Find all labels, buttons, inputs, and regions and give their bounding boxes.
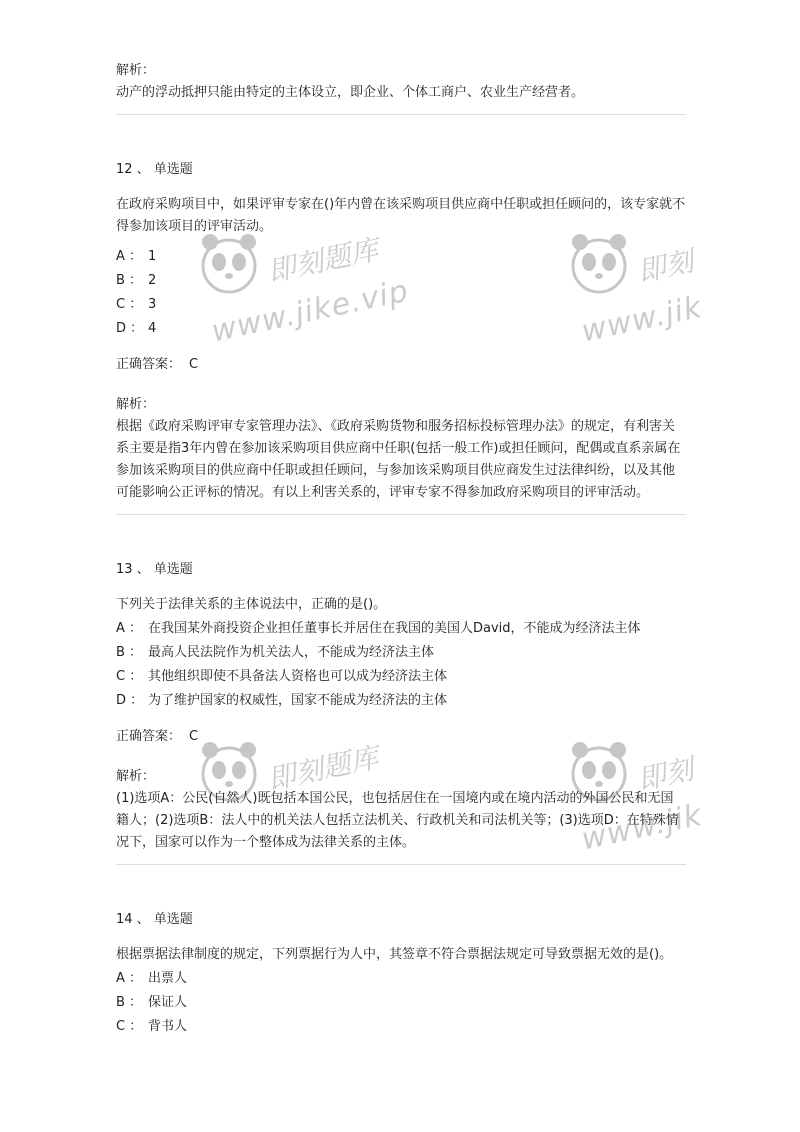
analysis-text: 根据《政府采购评审专家管理办法》、《政府采购货物和服务招标投标管理办法》的规定，有利害关系主要是指3年内曾在参加该采购项目供应商中任职(包括一般工作)或担任顾问，配偶或直系亲属在参加该采购项目的供应商中任职或担任顾问，与参加该采购项目供应商发生过法律纠纷，以及其他可能影响公正评标的情况。有以上利害关系的，评审专家不得参加政府采购项目的评审活动。 xyxy=(116,419,681,500)
question-12 xyxy=(116,159,686,504)
analysis-label: 解析： xyxy=(116,769,156,784)
option-text: 保证人 xyxy=(148,995,188,1010)
watermark-url: www.jik xyxy=(578,797,706,858)
watermark-url: www.jike.vip xyxy=(208,273,412,350)
option-text: 出票人 xyxy=(148,971,188,986)
question-13 xyxy=(116,559,686,854)
option-text: 1 xyxy=(148,249,157,264)
option-key: A ： xyxy=(116,249,143,264)
question-stem: 下列关于法律关系的主体说法中，正确的是()。 xyxy=(116,597,387,612)
option-key: C ： xyxy=(116,1019,143,1034)
watermark-url: www.jik xyxy=(578,289,706,350)
watermark-brand: 即刻题库 xyxy=(264,740,382,797)
option-key: A ： xyxy=(116,971,143,986)
question-number: 14 、 单选题 xyxy=(116,912,193,927)
option-c xyxy=(116,666,686,688)
option-b xyxy=(116,270,686,292)
watermark-brand: 即刻 xyxy=(634,752,697,797)
option-text: 4 xyxy=(148,321,157,336)
option-key: B ： xyxy=(116,273,143,288)
option-a xyxy=(116,968,686,990)
option-text: 背书人 xyxy=(148,1019,188,1034)
option-text: 为了维护国家的权威性，国家不能成为经济法的主体 xyxy=(148,693,448,708)
option-key: D ： xyxy=(116,321,144,336)
correct-answer xyxy=(116,354,686,376)
watermark-brand: 即刻 xyxy=(634,244,697,289)
option-text: 在我国某外商投资企业担任董事长并居住在我国的美国人David，不能成为经济法主体 xyxy=(148,621,641,636)
option-text: 3 xyxy=(148,297,157,312)
divider xyxy=(116,114,686,115)
question-number: 13 、 单选题 xyxy=(116,562,193,577)
option-text: 其他组织即使不具备法人资格也可以成为经济法主体 xyxy=(148,669,448,684)
question-stem: 在政府采购项目中，如果评审专家在()年内曾在该采购项目供应商中任职或担任顾问的，该专家就不得参加该项目的评审活动。 xyxy=(116,197,686,234)
option-c xyxy=(116,294,686,316)
option-key: A ： xyxy=(116,621,143,636)
option-b xyxy=(116,992,686,1014)
option-text: 最高人民法院作为机关法人，不能成为经济法主体 xyxy=(148,645,435,660)
answer-label: 正确答案： xyxy=(116,357,182,372)
option-b xyxy=(116,642,686,664)
option-text: 2 xyxy=(148,273,157,288)
question-stem: 根据票据法律制度的规定，下列票据行为人中，其签章不符合票据法规定可导致票据无效的是()。 xyxy=(116,947,673,962)
answer-value: C xyxy=(189,729,199,744)
option-key: C ： xyxy=(116,669,143,684)
question-14 xyxy=(116,909,686,1038)
divider xyxy=(116,864,686,865)
question-number: 12 、 单选题 xyxy=(116,162,193,177)
option-d xyxy=(116,690,686,712)
answer-value: C xyxy=(189,357,199,372)
answer-label: 正确答案： xyxy=(116,729,182,744)
option-d xyxy=(116,318,686,340)
option-key: C ： xyxy=(116,297,143,312)
option-key: B ： xyxy=(116,645,143,660)
analysis-label: 解析： xyxy=(116,63,156,78)
analysis-text: 动产的浮动抵押只能由特定的主体设立，即企业、个体工商户、农业生产经营者。 xyxy=(116,85,585,100)
option-a xyxy=(116,246,686,268)
document-page xyxy=(116,60,686,1040)
option-key: D ： xyxy=(116,693,144,708)
analysis-text: (1)选项A：公民(自然人)既包括本国公民，也包括居住在一国境内或在境内活动的外国公民和无国籍人；(2)选项B：法人中的机关法人包括立法机关、行政机关和司法机关等；(3)选项D：在特殊情况下，国家可以作为一个整体成为法律关系的主体。 xyxy=(116,791,679,850)
option-c xyxy=(116,1016,686,1038)
option-a xyxy=(116,618,686,640)
option-key: B ： xyxy=(116,995,143,1010)
correct-answer xyxy=(116,726,686,748)
divider xyxy=(116,514,686,515)
analysis-label: 解析： xyxy=(116,397,156,412)
watermark-brand: 即刻题库 xyxy=(264,232,382,289)
